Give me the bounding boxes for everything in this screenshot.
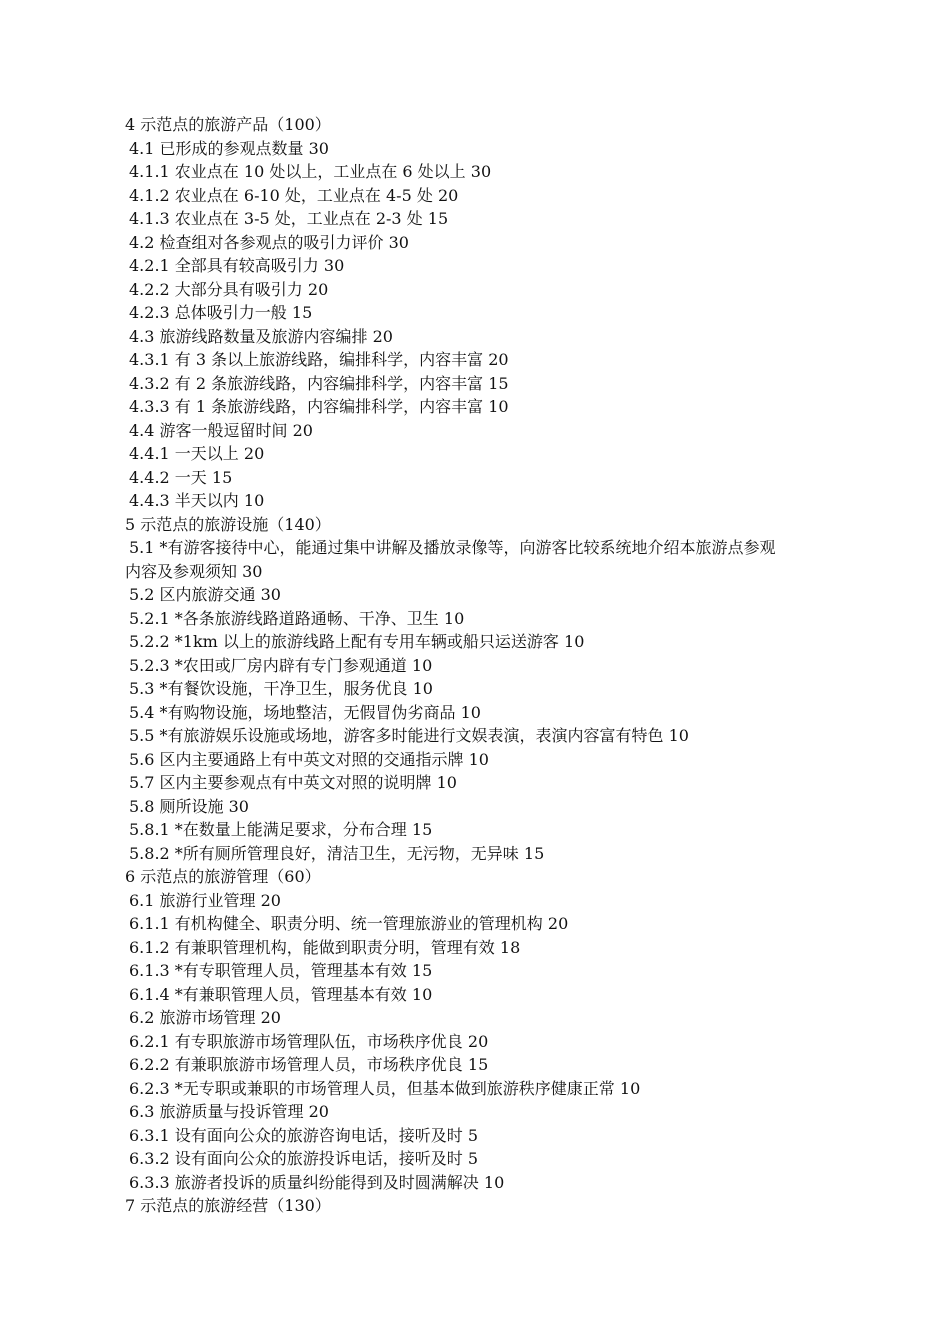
criteria-line: 6.3.3 旅游者投诉的质量纠纷能得到及时圆满解决 10: [129, 1172, 505, 1192]
criteria-line: 5.8.2 *所有厕所管理良好，清洁卫生，无污物，无异味 15: [129, 843, 545, 863]
criteria-line: 4.3 旅游线路数量及旅游内容编排 20: [129, 326, 393, 346]
criteria-line: 6.3.2 设有面向公众的旅游投诉电话，接听及时 5: [129, 1149, 479, 1168]
criteria-line: 5.5 *有旅游娱乐设施或场地，游客多时能进行文娱表演，表演内容富有特色 10: [129, 726, 689, 745]
criteria-line: 5.4 *有购物设施，场地整洁，无假冒伪劣商品 10: [129, 702, 481, 722]
criteria-line: 6.1 旅游行业管理 20: [129, 890, 281, 910]
criteria-line: 4.2.1 全部具有较高吸引力 30: [129, 256, 345, 275]
section-heading-line: 6 示范点的旅游管理（60）: [125, 867, 321, 886]
criteria-line: 4.2.2 大部分具有吸引力 20: [129, 279, 329, 299]
criteria-line: 4.1.1 农业点在 10 处以上，工业点在 6 处以上 30: [129, 162, 492, 181]
criteria-line: 4.3.2 有 2 条旅游线路，内容编排科学，内容丰富 15: [129, 373, 509, 393]
criteria-line: 6.2.2 有兼职旅游市场管理人员，市场秩序优良 15: [129, 1055, 489, 1074]
criteria-line: 6.3 旅游质量与投诉管理 20: [129, 1102, 329, 1121]
section-heading-line: 7 示范点的旅游经营（130）: [125, 1196, 331, 1215]
document-body: [125, 113, 845, 1218]
criteria-line: 5.6 区内主要通路上有中英文对照的交通指示牌 10: [129, 749, 489, 769]
section-heading-line: 内容及参观须知 30: [125, 561, 263, 581]
criteria-line: 6.1.3 *有专职管理人员，管理基本有效 15: [129, 961, 433, 980]
criteria-line: 4.1.2 农业点在 6-10 处，工业点在 4-5 处 20: [129, 185, 459, 205]
criteria-line: 5.2.3 *农田或厂房内辟有专门参观通道 10: [129, 655, 433, 675]
criteria-line: 6.1.2 有兼职管理机构，能做到职责分明，管理有效 18: [129, 937, 521, 957]
criteria-line: 4.4.2 一天 15: [129, 467, 233, 487]
criteria-line: 6.1.4 *有兼职管理人员，管理基本有效 10: [129, 984, 433, 1004]
section-heading-line: 4 示范点的旅游产品（100）: [125, 115, 331, 134]
criteria-line: 5.1 *有游客接待中心，能通过集中讲解及播放录像等，向游客比较系统地介绍本旅游点参观: [129, 538, 776, 557]
criteria-line: 5.8.1 *在数量上能满足要求，分布合理 15: [129, 820, 433, 839]
criteria-line: 4.2 检查组对各参观点的吸引力评价 30: [129, 232, 409, 252]
criteria-line: 4.1 已形成的参观点数量 30: [129, 138, 329, 158]
criteria-line: 4.4.3 半天以内 10: [129, 491, 265, 510]
criteria-line: 4.4 游客一般逗留时间 20: [129, 420, 313, 440]
criteria-line: 6.2.1 有专职旅游市场管理队伍，市场秩序优良 20: [129, 1031, 489, 1051]
criteria-line: 4.1.3 农业点在 3-5 处，工业点在 2-3 处 15: [129, 209, 449, 228]
criteria-line: 5.7 区内主要参观点有中英文对照的说明牌 10: [129, 773, 457, 792]
criteria-line: 6.3.1 设有面向公众的旅游咨询电话，接听及时 5: [129, 1125, 479, 1145]
criteria-line: 4.3.1 有 3 条以上旅游线路，编排科学，内容丰富 20: [129, 350, 509, 369]
criteria-line: 5.2.2 *1km 以上的旅游线路上配有专用车辆或船只运送游客 10: [129, 632, 585, 651]
criteria-line: 6.1.1 有机构健全、职责分明、统一管理旅游业的管理机构 20: [129, 914, 569, 933]
criteria-line: 6.2 旅游市场管理 20: [129, 1008, 281, 1027]
criteria-line: 4.4.1 一天以上 20: [129, 444, 265, 463]
criteria-line: 4.2.3 总体吸引力一般 15: [129, 303, 313, 322]
criteria-line: 5.8 厕所设施 30: [129, 796, 249, 816]
criteria-line: 5.2 区内旅游交通 30: [129, 585, 281, 604]
criteria-line: 5.3 *有餐饮设施，干净卫生，服务优良 10: [129, 679, 433, 698]
criteria-line: 4.3.3 有 1 条旅游线路，内容编排科学，内容丰富 10: [129, 397, 509, 416]
criteria-line: 6.2.3 *无专职或兼职的市场管理人员，但基本做到旅游秩序健康正常 10: [129, 1078, 641, 1098]
criteria-line: 5.2.1 *各条旅游线路道路通畅、干净、卫生 10: [129, 608, 465, 628]
section-heading-line: 5 示范点的旅游设施（140）: [125, 514, 331, 534]
